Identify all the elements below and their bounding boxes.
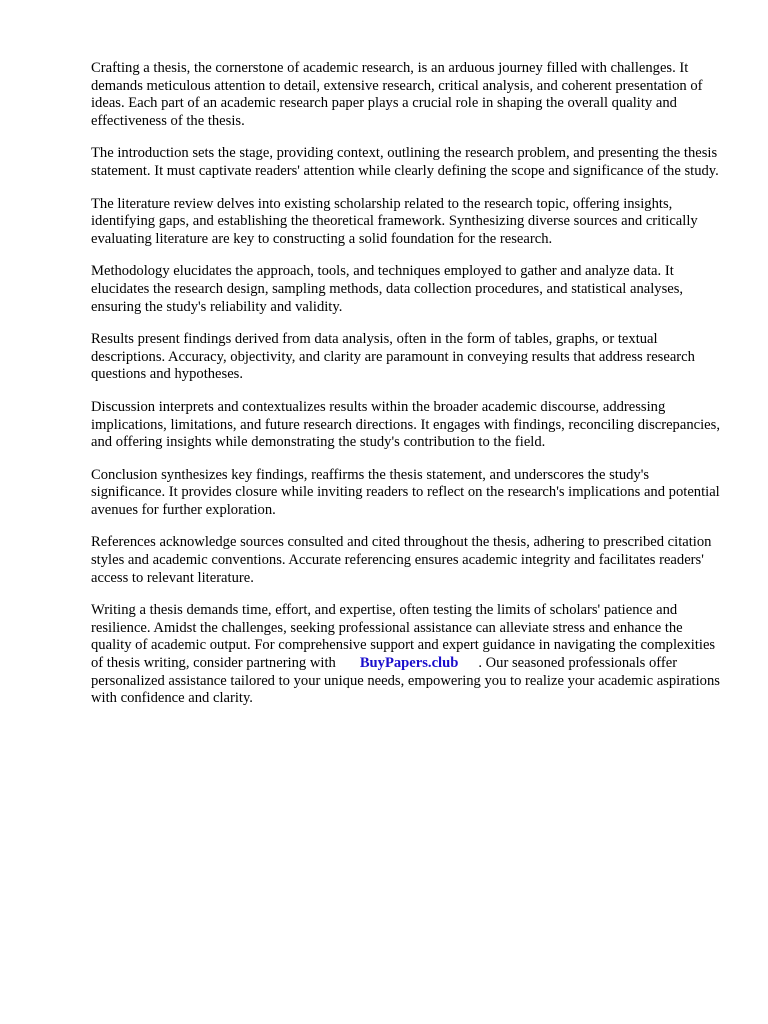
paragraph-literature-review: The literature review delves into existing scholarship related to the research topic, offering insights, identifying gaps, and establishing the theoretical framework. Synthesizing diverse sources and critically evaluating literature are key to constructing a solid foundation for the research. bbox=[91, 195, 698, 247]
paragraph-methodology: Methodology elucidates the approach, tools, and techniques employed to gather and analyze data. It elucidates the research design, sampling methods, data collection procedures, and statistical analyses, ensuring the study's reliability and validity. bbox=[91, 263, 684, 315]
paragraph-results: Results present findings derived from data analysis, often in the form of tables, graphs, or textual descriptions. Accuracy, objectivity, and clarity are paramount in conveying results that address research questions and hypotheses. bbox=[91, 331, 695, 383]
paragraph-introduction-section: The introduction sets the stage, providing context, outlining the research problem, and presenting the thesis statement. It must captivate readers' attention while clearly defining the scope and significance of the study. bbox=[91, 145, 719, 179]
document-body bbox=[91, 60, 725, 723]
paragraph-conclusion: Conclusion synthesizes key findings, reaffirms the thesis statement, and underscores the study's significance. It provides closure while inviting readers to reflect on the research's implications and potential avenues for further exploration. bbox=[91, 466, 720, 518]
buypapers-link[interactable]: BuyPapers.club bbox=[359, 655, 459, 672]
paragraph-intro: Crafting a thesis, the cornerstone of academic research, is an arduous journey filled with challenges. It demands meticulous attention to detail, extensive research, critical analysis, and coherent presentation of ideas. Each part of an academic research paper plays a crucial role in shaping the overall quality and effectiveness of the thesis. bbox=[91, 60, 703, 129]
paragraph-discussion: Discussion interprets and contextualizes results within the broader academic discourse, addressing implications, limitations, and future research directions. It engages with findings, reconciling discrepancies, and offering insights while demonstrating the study's contribution to the field. bbox=[91, 398, 720, 451]
paragraph-final bbox=[91, 602, 725, 708]
final-text-after-link: . Our seasoned professionals offer personalized assistance tailored to your unique needs, empowering you to realize your academic aspirations with confidence and clarity. bbox=[91, 655, 720, 707]
paragraph-references: References acknowledge sources consulted and cited throughout the thesis, adhering to prescribed citation styles and academic conventions. Accurate referencing ensures academic integrity and facilitates readers' access to relevant literature. bbox=[91, 534, 712, 586]
final-text-before-link: Writing a thesis demands time, effort, and expertise, often testing the limits of scholars' patience and resilience. Amidst the challenges, seeking professional assistance can alleviate stress and enhance the quality of academic output. For comprehensive support and expert guidance in navigating the complexities of thesis writing, consider partnering with bbox=[91, 602, 716, 672]
